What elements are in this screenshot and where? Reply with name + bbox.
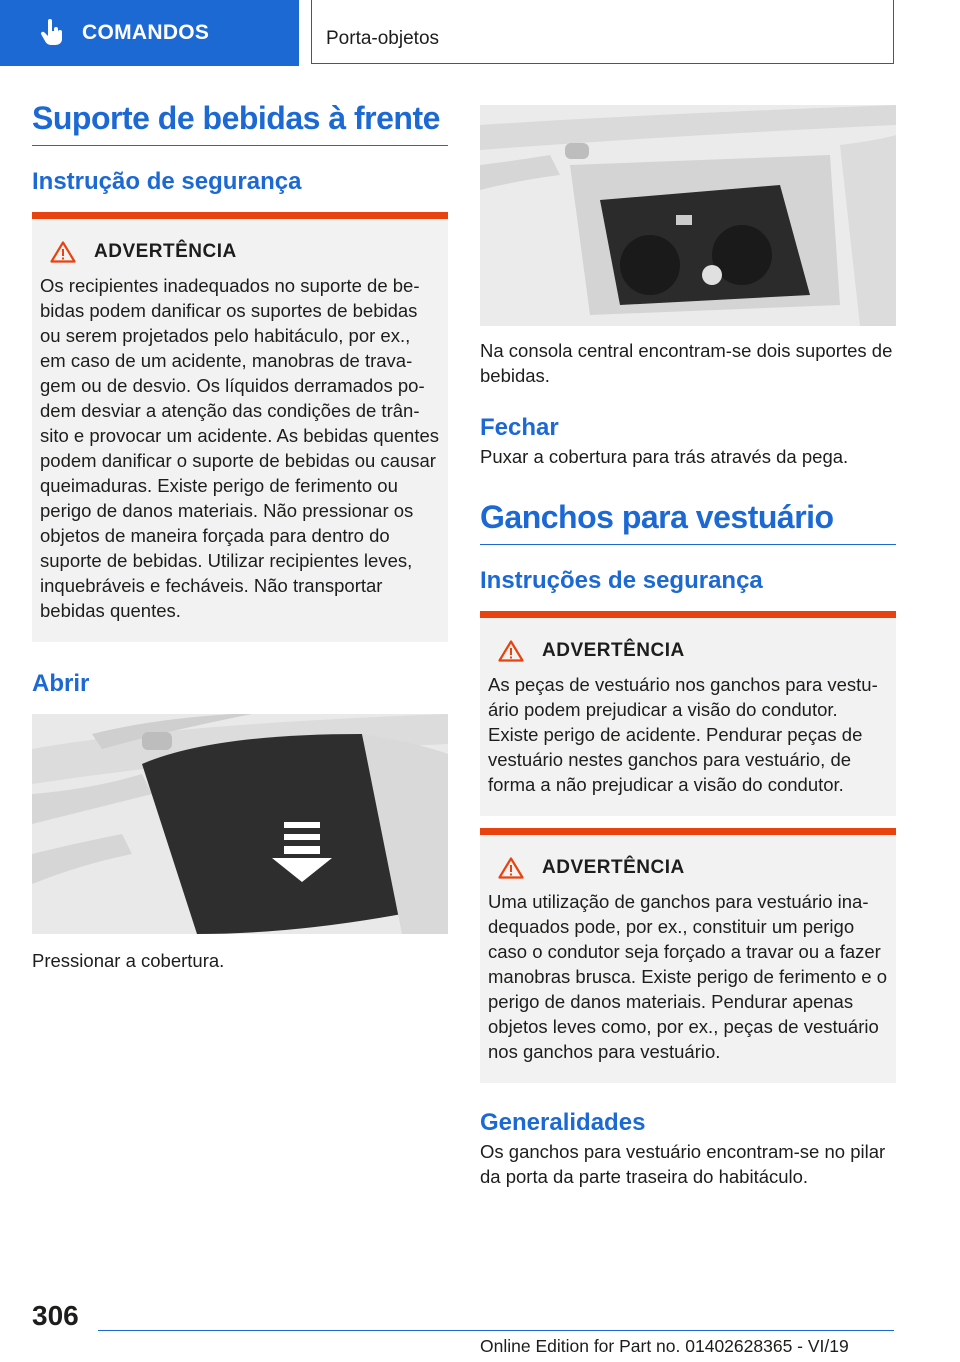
safety-heading: Instrução de segurança bbox=[32, 168, 302, 195]
warning-text: As peças de vestuário nos ganchos para vestuário podem prejudicar a visão do condutor. Existe perigo de acidente. Pendurar peças de vestuário nestes ganchos para vestuário, de forma a não prejudicar a visão do condutor. bbox=[488, 674, 878, 795]
chapter-box bbox=[311, 0, 894, 64]
open-caption: Pressionar a cobertura. bbox=[32, 950, 225, 971]
pointing-hand-icon bbox=[40, 19, 64, 47]
close-heading: Fechar bbox=[480, 414, 559, 441]
left-column bbox=[32, 100, 448, 973]
warning-box bbox=[480, 611, 896, 816]
section-tab[interactable] bbox=[0, 0, 299, 66]
section-title: Suporte de bebidas à frente bbox=[32, 100, 448, 146]
warning-text: Os recipientes inadequados no suporte de bebidas podem danificar os suportes de bebidas ou serem projetados pelo habitáculo, por ex., em caso de um acidente, manobras de travagem ou de desvio. Os líquidos derramados podem desviar a atenção das condições de trânsito e provocar um acidente. As bebidas quentes podem danificar o suporte de bebidas ou causar queimaduras. Existe perigo de ferimento ou perigo de danos materiais. Não pressionar os objetos de maneira forçada para dentro do suporte de bebidas. Utilizar recipientes leves, inquebráveis e fecháveis. Não transportar bebidas quentes. bbox=[40, 275, 440, 621]
section-label: COMANDOS bbox=[82, 21, 210, 44]
general-text: Os ganchos para vestuário encontram-se no pilar da porta da parte traseira do habitáculo. bbox=[480, 1141, 886, 1187]
right-column bbox=[480, 100, 896, 1189]
hooks-safety-heading: Instruções de segurança bbox=[480, 567, 763, 594]
footer-divider bbox=[98, 1330, 894, 1331]
page-header bbox=[0, 0, 960, 66]
warning-triangle-icon bbox=[50, 241, 76, 263]
warning-label: ADVERTÊNCIA bbox=[542, 640, 685, 661]
warning-label: ADVERTÊNCIA bbox=[542, 857, 685, 878]
warning-box bbox=[480, 828, 896, 1083]
warning-box bbox=[32, 212, 448, 642]
warning-triangle-icon bbox=[498, 857, 524, 879]
general-heading: Generalidades bbox=[480, 1109, 646, 1136]
edition-text: Online Edition for Part no. 01402628365 - VI/19 bbox=[480, 1336, 849, 1356]
hooks-title: Ganchos para vestuário bbox=[480, 499, 896, 545]
cupholder-open-image bbox=[480, 105, 896, 326]
chapter-label: Porta-objetos bbox=[326, 28, 440, 49]
image-caption: Na consola central encontram-se dois suportes de bebidas. bbox=[480, 340, 893, 386]
cupholder-cover-image bbox=[32, 714, 448, 934]
close-text: Puxar a cobertura para trás através da pega. bbox=[480, 446, 849, 467]
page-number: 306 bbox=[32, 1300, 79, 1331]
warning-triangle-icon bbox=[498, 640, 524, 662]
open-heading: Abrir bbox=[32, 670, 90, 697]
warning-label: ADVERTÊNCIA bbox=[94, 241, 237, 262]
warning-text: Uma utilização de ganchos para vestuário inadequados pode, por ex., constituir um perigo caso o condutor seja forçado a travar ou a fazer manobras brusca. Existe perigo de ferimento e o perigo de danos materiais. Pendurar apenas objetos leves como, por ex., peças de vestuário nos ganchos para vestuário. bbox=[488, 891, 887, 1062]
